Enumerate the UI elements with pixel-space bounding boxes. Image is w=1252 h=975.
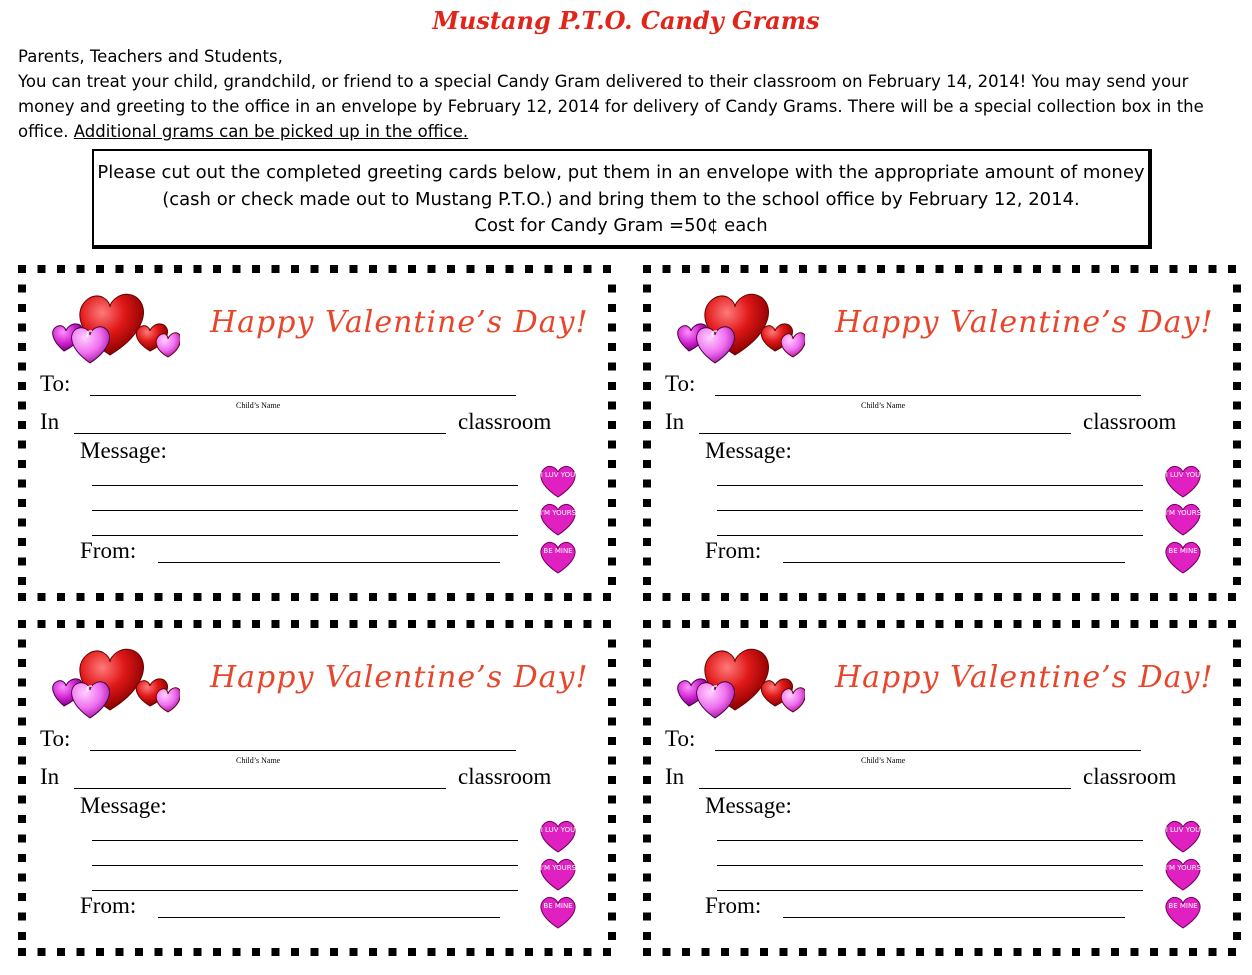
message-label: Message: <box>705 438 792 463</box>
message-line[interactable] <box>717 865 1143 866</box>
candy-heart-icon <box>1163 856 1203 892</box>
message-line[interactable] <box>92 510 518 511</box>
card-greeting: Happy Valentine’s Day! <box>835 305 1214 340</box>
card-greeting: Happy Valentine’s Day! <box>210 305 589 340</box>
classroom-label: classroom <box>1083 764 1177 789</box>
classroom-field[interactable] <box>699 788 1071 789</box>
to-label: To: <box>40 726 71 751</box>
classroom-field[interactable] <box>74 433 446 434</box>
instructions-line-2: (cash or check made out to Mustang P.T.O.) and bring them to the school office by February 12, 2014. <box>162 188 1080 210</box>
candy-heart-text: I'M YOURS <box>539 864 577 872</box>
candy-heart-icon <box>1163 463 1203 499</box>
candy-heart-text: I'M YOURS <box>1164 509 1202 517</box>
message-line[interactable] <box>717 510 1143 511</box>
in-label: In <box>40 409 60 434</box>
to-field[interactable] <box>90 395 516 396</box>
page-title: Mustang P.T.O. Candy Grams <box>432 6 820 35</box>
hearts-cluster-icon <box>673 634 805 720</box>
in-label: In <box>40 764 60 789</box>
candy-heart-icon <box>1163 539 1203 575</box>
hearts-cluster-icon <box>48 634 180 720</box>
childs-name-caption: Child’s Name <box>861 401 906 410</box>
additional-grams-note: Additional grams can be picked up in the office. <box>73 122 469 141</box>
candy-heart-text: I LUV YOU <box>1165 471 1201 479</box>
in-label: In <box>665 764 685 789</box>
instructions-box <box>92 149 1152 249</box>
to-label: To: <box>665 371 696 396</box>
from-field[interactable] <box>158 562 500 563</box>
candy-heart-icon <box>538 894 578 930</box>
candy-heart-text: I LUV YOU <box>540 826 576 834</box>
candy-heart-text: I LUV YOU <box>540 471 576 479</box>
message-line[interactable] <box>92 535 518 536</box>
classroom-field[interactable] <box>74 788 446 789</box>
candy-heart-icon <box>1163 501 1203 537</box>
to-label: To: <box>665 726 696 751</box>
childs-name-caption: Child’s Name <box>861 756 906 765</box>
intro-body <box>18 69 1238 144</box>
in-label: In <box>665 409 685 434</box>
candy-heart-text: I'M YOURS <box>539 509 577 517</box>
candy-heart-text: BE MINE <box>543 902 573 910</box>
message-line[interactable] <box>92 865 518 866</box>
message-label: Message: <box>80 793 167 818</box>
message-line[interactable] <box>717 485 1143 486</box>
candy-heart-icon <box>1163 818 1203 854</box>
instructions-line-1: Please cut out the completed greeting cards below, put them in an envelope with the appropriate amount of money <box>97 162 1145 183</box>
to-field[interactable] <box>90 750 516 751</box>
candy-heart-text: I LUV YOU <box>1165 826 1201 834</box>
classroom-label: classroom <box>458 409 552 434</box>
message-label: Message: <box>705 793 792 818</box>
from-field[interactable] <box>783 562 1125 563</box>
candy-heart-icon <box>538 463 578 499</box>
message-label: Message: <box>80 438 167 463</box>
card-greeting: Happy Valentine’s Day! <box>210 660 589 695</box>
cost-line: Cost for Candy Gram =50¢ each <box>474 215 768 236</box>
from-label: From: <box>705 893 762 918</box>
message-line[interactable] <box>717 535 1143 536</box>
greeting-card <box>643 265 1241 601</box>
hearts-cluster-icon <box>48 279 180 365</box>
greeting-card <box>18 265 616 601</box>
childs-name-caption: Child’s Name <box>236 401 281 410</box>
candy-heart-text: BE MINE <box>1168 547 1198 555</box>
to-label: To: <box>40 371 71 396</box>
message-line[interactable] <box>92 840 518 841</box>
from-field[interactable] <box>783 917 1125 918</box>
to-field[interactable] <box>715 395 1141 396</box>
classroom-label: classroom <box>458 764 552 789</box>
candy-heart-icon <box>538 856 578 892</box>
from-label: From: <box>80 893 137 918</box>
candy-heart-icon <box>538 501 578 537</box>
intro-text <box>18 44 1238 144</box>
hearts-cluster-icon <box>673 279 805 365</box>
classroom-label: classroom <box>1083 409 1177 434</box>
message-line[interactable] <box>92 890 518 891</box>
greeting-card <box>643 620 1241 956</box>
card-greeting: Happy Valentine’s Day! <box>835 660 1214 695</box>
from-field[interactable] <box>158 917 500 918</box>
message-line[interactable] <box>92 485 518 486</box>
to-field[interactable] <box>715 750 1141 751</box>
candy-heart-icon <box>538 818 578 854</box>
candy-heart-text: BE MINE <box>543 547 573 555</box>
message-line[interactable] <box>717 840 1143 841</box>
salutation: Parents, Teachers and Students, <box>18 47 283 66</box>
from-label: From: <box>80 538 137 563</box>
candy-heart-text: I'M YOURS <box>1164 864 1202 872</box>
candy-heart-text: BE MINE <box>1168 902 1198 910</box>
classroom-field[interactable] <box>699 433 1071 434</box>
childs-name-caption: Child’s Name <box>236 756 281 765</box>
message-line[interactable] <box>717 890 1143 891</box>
intro-body-text: You can treat your child, grandchild, or friend to a special Candy Gram delivered to their classroom on February 14, 2014! You may send your money and greeting to the office in an envelope by February 12, 2014 for delivery of Candy Grams. There will be a special collection box in the office. <box>18 72 1204 141</box>
from-label: From: <box>705 538 762 563</box>
candy-heart-icon <box>538 539 578 575</box>
candy-heart-icon <box>1163 894 1203 930</box>
greeting-card <box>18 620 616 956</box>
